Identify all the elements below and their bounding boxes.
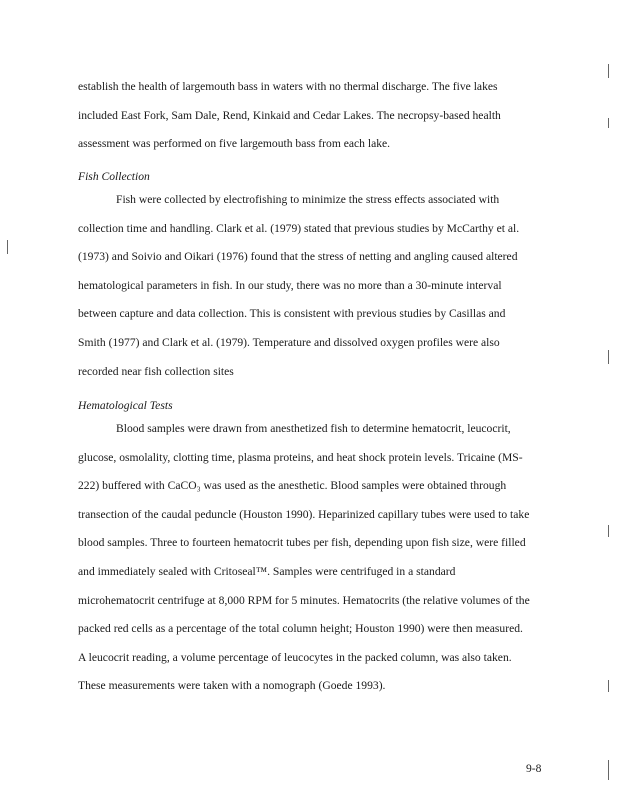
- hematological-tests-paragraph: [78, 415, 558, 701]
- text-line: establish the health of largemouth bass in waters with no thermal discharge. The five lakes: [78, 80, 498, 93]
- text-line: hematological parameters in fish. In our study, there was no more than a 30-minute interval: [78, 278, 502, 292]
- page-number: 9-8: [526, 762, 542, 775]
- section-heading-fish-collection: Fish Collection: [78, 170, 150, 183]
- text-line: These measurements were taken with a nomograph (Goede 1993).: [78, 679, 386, 693]
- text-line: recorded near fish collection sites: [78, 364, 234, 378]
- text-line: (1973) and Soivio and Oikari (1976) found that the stress of netting and angling caused altered: [78, 250, 518, 264]
- text-line: and immediately sealed with Critoseal™. Samples were centrifuged in a standard: [78, 564, 456, 578]
- scan-artifact: [608, 64, 609, 78]
- fish-collection-paragraph: [78, 186, 558, 386]
- text-line: glucose, osmolality, clotting time, plasma proteins, and heat shock protein levels. Tricaine (MS-: [78, 450, 523, 464]
- text-line: Fish were collected by electrofishing to minimize the stress effects associated with: [116, 193, 500, 206]
- scan-artifact: [608, 118, 609, 128]
- scan-artifact: [608, 680, 609, 692]
- text-line: collection time and handling. Clark et al. (1979) stated that previous studies by McCarthy et al.: [78, 221, 520, 235]
- scan-artifact: [608, 350, 609, 364]
- scan-artifact: [608, 525, 609, 537]
- text-line: transection of the caudal peduncle (Houston 1990). Heparinized capillary tubes were used to take: [78, 507, 530, 521]
- text-line: Blood samples were drawn from anesthetized fish to determine hematocrit, leucocrit,: [116, 422, 511, 435]
- text-line: assessment was performed on five largemouth bass from each lake.: [78, 137, 391, 151]
- text-line: microhematocrit centrifuge at 8,000 RPM for 5 minutes. Hematocrits (the relative volumes of the: [78, 593, 530, 607]
- scan-artifact: [7, 240, 8, 254]
- intro-paragraph: [78, 73, 558, 159]
- text-line: Smith (1977) and Clark et al. (1979). Temperature and dissolved oxygen profiles were also: [78, 335, 500, 349]
- text-line: A leucocrit reading, a volume percentage of leucocytes in the packed column, was also taken.: [78, 650, 512, 664]
- scan-artifact: [608, 760, 609, 780]
- text-line: packed red cells as a percentage of the total column height; Houston 1990) were then measured.: [78, 622, 523, 636]
- text-line: 222) buffered with CaCO₃ was used as the anesthetic. Blood samples were obtained through: [78, 479, 507, 493]
- section-heading-hematological-tests: Hematological Tests: [78, 399, 173, 412]
- text-line: blood samples. Three to fourteen hematocrit tubes per fish, depending upon fish size, were filled: [78, 536, 526, 550]
- text-line: between capture and data collection. This is consistent with previous studies by Casillas and: [78, 307, 506, 321]
- text-line: included East Fork, Sam Dale, Rend, Kinkaid and Cedar Lakes. The necropsy-based health: [78, 108, 501, 122]
